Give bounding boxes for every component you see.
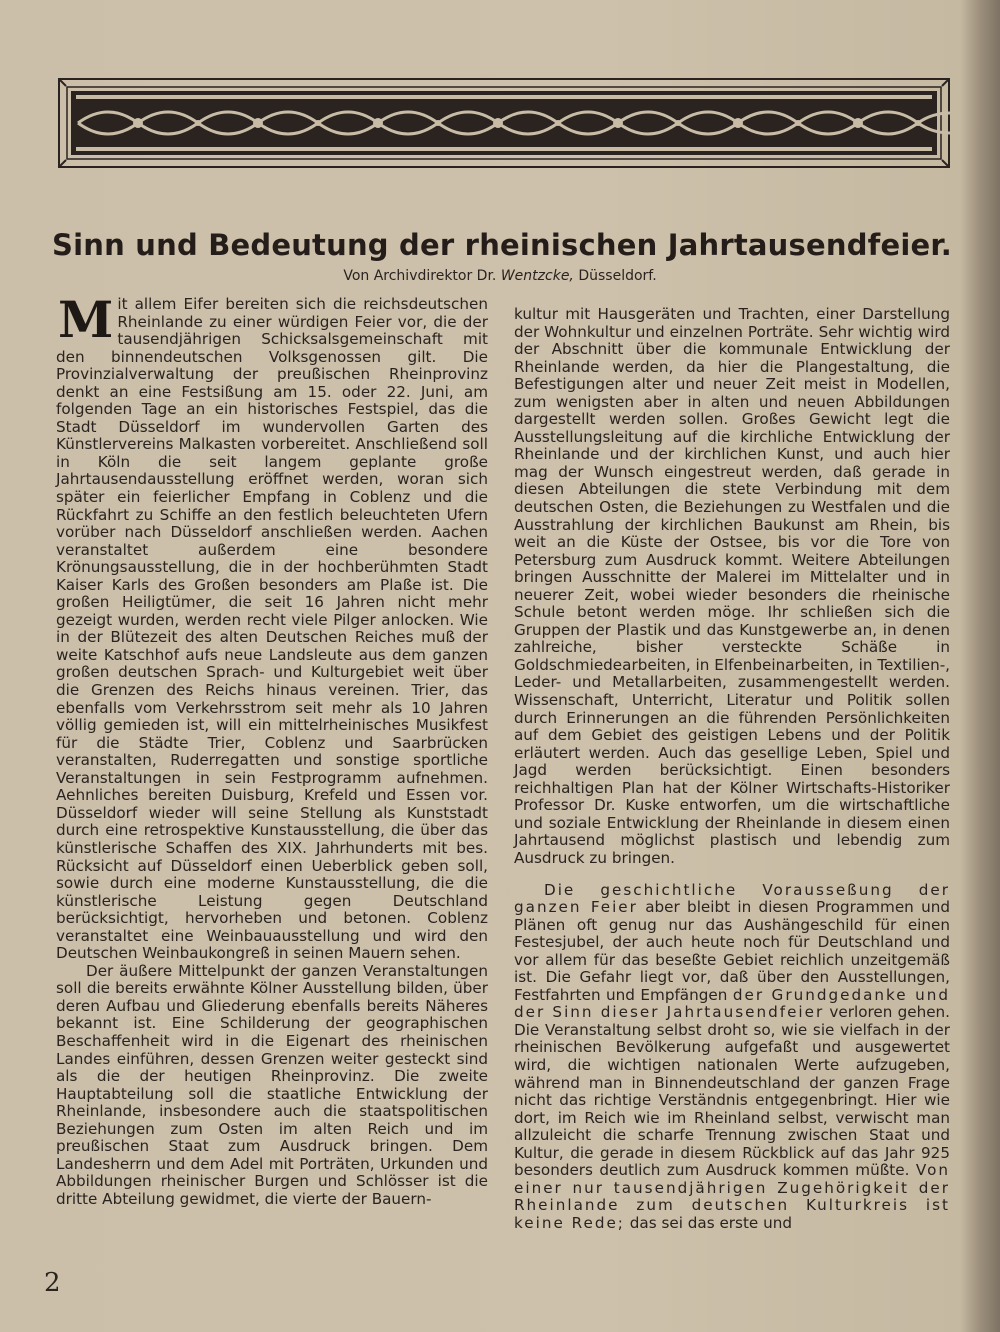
article-byline bbox=[0, 268, 1000, 284]
page-number: 2 bbox=[44, 1268, 61, 1298]
right-column bbox=[514, 306, 950, 1232]
spaced-emphasis: Die geschichtliche Vorausseßung der ganzen Feier bbox=[514, 880, 950, 917]
byline-prefix: Von Archivdirektor Dr. bbox=[343, 268, 497, 284]
paragraph: Mit allem Eifer bereiten sich die reichsdeutschen Rheinlande zu einer würdigen Feier vor, die der tausendjährigen Schicksalsgemeinschaft mit den binnendeutschen Volksgenossen gilt. Die Provinzialverwaltung der preußischen Rheinprovinz denkt an eine Festsißung am 15. oder 22. Juni, am folgenden Tage an ein historisches Festspiel, das die Stadt Düsseldorf im wundervollen Garten des Künstlervereins Malkasten vorbereitet. Anschließend soll in Köln die seit langem geplante große Jahrtausendausstellung eröffnet werden, woran sich später ein feierlicher Empfang in Coblenz und die Rückfahrt zu Schiffe an den festlich beleuchteten Ufern vorüber nach Düsseldorf anschließen werden. Aachen veranstaltet außerdem eine besondere Krönungsausstellung, die in der hochberühmten Stadt Kaiser Karls des Großen besonders am Plaße ist. Die großen Heiligtümer, die seit 16 Jahren nicht mehr gezeigt wurden, werden recht viele Pilger anlocken. Wie in der Blütezeit des alten Deutschen Reiches muß der weite Katschhof aufs neue Landsleute aus dem ganzen großen deutschen Sprach- und Kulturgebiet weit über die Grenzen des Reichs hinaus vereinen. Trier, das ebenfalls vom Verkehrsstrom seit mehr als 10 Jahren völlig gemieden ist, will ein mittelrheinisches Musikfest für die Städte Trier, Coblenz und Saarbrücken veranstalten, Ruderregatten und sonstige sportliche Veranstaltungen in sein Festprogramm aufnehmen. Aehnliches bereiten Duisburg, Krefeld und Essen vor. Düsseldorf wieder will seine Stellung als Kunststadt durch eine retrospektive Kunstausstellung, die über das künstlerische Schaffen des XIX. Jahrhunderts mit bes. Rücksicht auf Düsseldorf einen Ueberblick geben soll, sowie durch eine moderne Kunstausstellung, die die künstlerische Leistung gegen Deutschland berücksichtigt, hervorheben und betonen. Coblenz veranstaltet eine Weinbauausstellung und wird den Deutschen Weinbaukongreß in seinen Mauern sehen. bbox=[56, 290, 488, 963]
article-title: Sinn und Bedeutung der rheinischen Jahrtausendfeier. bbox=[52, 228, 952, 262]
spaced-emphasis: der Grundgedanke und der Sinn dieser Jahrtausendfeier bbox=[514, 985, 950, 1022]
paragraph: kultur mit Hausgeräten und Trachten, einer Darstellung der Wohnkultur und einzelnen Porträte. Sehr wichtig wird der Abschnitt über die kommunale Entwicklung der Rheinlande werden, da hier die Plangestaltung, die Befestigungen alter und neuer Zeit meist in Modellen, zum wenigsten aber in alten und neuen Abbildungen dargestellt werden sollen. Großes Gewicht legt die Ausstellungsleitung auf die kirchliche Entwicklung der Rheinlande und der kirchlichen Kunst, und auch hier mag der Wunsch eingestreut werden, daß gerade in diesen Abteilungen die stete Verbindung mit dem deutschen Osten, die Beziehungen zu Westfalen und die Ausstrahlung der kirchlichen Baukunst am Rhein, bis weit an die Küste der Ostsee, bis vor die Tore von Petersburg zum Ausdruck kommt. Weitere Abteilungen bringen Ausschnitte der Malerei im Mittelalter und in neuerer Zeit, wobei wieder besonders die rheinische Schule betont werden möge. Ihr schließen sich die Gruppen der Plastik und das Kunstgewerbe an, in denen zahlreiche, bisher versteckte Schäße in Goldschmiedearbeiten, in Elfenbeinarbeiten, in Textilien-, Leder- und Metallarbeiten, zusammengestellt werden. Wissenschaft, Unterricht, Literatur und Politik sollen durch Erinnerungen an die führenden Persönlichkeiten auf dem Gebiet des geistigen Lebens und der Politik erläutert werden. Auch das gesellige Leben, Spiel und Jagd werden berücksichtigt. Einen besonders reichhaltigen Plan hat der Kölner Wirtschafts-Historiker Professor Dr. Kuske entworfen, um die wirtschaftliche und soziale Entwicklung der Rheinlande in diesem einen Jahrtausend möglichst plastisch und lebendig zum Ausdruck zu bringen. bbox=[514, 305, 950, 867]
byline-location: Düsseldorf. bbox=[578, 268, 657, 284]
paragraph: Die geschichtliche Vorausseßung der ganzen Feier aber bleibt in diesen Programmen und Plänen oft genug nur das Aushängeschild für einen Festesjubel, der auch heute noch für Deutschland und vor allem für das beseßte Gebiet reichlich unzeitgemäß ist. Die Gefahr liegt vor, daß über den Ausstellungen, Festfahrten und Empfängen der Grundgedanke und der Sinn dieser Jahrtausendfeier verloren gehen. Die Veranstaltung selbst droht so, wie sie vielfach in der rheinischen Bevölkerung aufgefaßt und ausgewertet wird, die wichtigen nationalen Werte aufzugeben, während man in Binnendeutschland der ganzen Frage nicht das richtige Verständnis entgegenbringt. Hier wie dort, im Reich wie im Rheinland selbst, verwischt man allzuleicht die scharfe Trennung zwischen Staat und Kultur, die gerade in diesem Rückblick auf das Jahr 925 besonders deutlich zum Ausdruck kommen müßte. Von einer nur tausendjährigen Zugehörigkeit der Rheinlande zum deutschen Kulturkreis ist keine Rede; das sei das erste und bbox=[514, 880, 950, 1232]
ornamental-border-banner bbox=[58, 78, 950, 168]
byline-author: Wentzcke, bbox=[500, 268, 574, 284]
spaced-emphasis: Von einer nur tausendjährigen Zugehörigkeit der Rheinlande zum deutschen Kulturkreis ist keine Rede; bbox=[514, 1161, 950, 1232]
paragraph: Der äußere Mittelpunkt der ganzen Veranstaltungen soll die bereits erwähnte Kölner Ausstellung bilden, über deren Aufbau und Gliederung ebenfalls bereits Näheres bekannt ist. Eine Schilderung der geographischen Beschaffenheit wird in die Eigenart des rheinischen Landes einführen, dessen Grenzen weiter gesteckt sind als die der heutigen Rheinprovinz. Die zweite Hauptabteilung soll die staatliche Entwicklung der Rheinlande, insbesondere auch die staatspolitischen Beziehungen zum Osten im alten Reich und im preußischen Staat zum Ausdruck bringen. Dem Landesherrn und dem Adel mit Porträten, Urkunden und Abbildungen rheinischer Burgen und Schlösser ist die dritte Abteilung gewidmet, die vierte der Bauern- bbox=[56, 961, 488, 1208]
left-column bbox=[56, 290, 488, 1208]
drop-cap: M bbox=[58, 290, 114, 349]
